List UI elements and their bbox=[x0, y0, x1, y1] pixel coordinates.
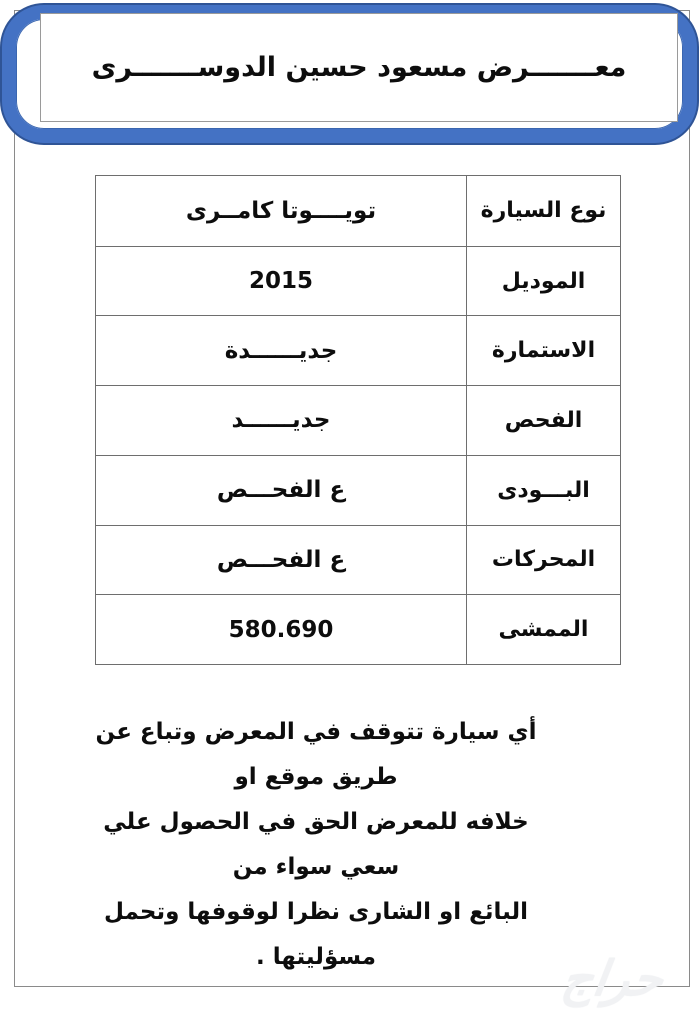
header-box bbox=[40, 13, 678, 122]
notice-line: أي سيارة تتوقف في المعرض وتباع عن طريق موقع او bbox=[95, 719, 537, 790]
car-type-value: تويــــوتا كامــرى bbox=[185, 197, 377, 224]
table-row bbox=[96, 594, 620, 664]
table-row bbox=[96, 385, 620, 455]
registration-label: الاستمارة bbox=[466, 316, 620, 385]
table-row bbox=[96, 176, 620, 246]
car-details-table bbox=[95, 175, 621, 665]
haraj-watermark: حراج bbox=[558, 951, 667, 1007]
engines-label: المحركات bbox=[466, 526, 620, 595]
body-value: ع الفحـــص bbox=[216, 477, 346, 504]
table-row bbox=[96, 525, 620, 595]
car-type-label: نوع السيارة bbox=[466, 176, 620, 246]
model-value: 2015 bbox=[249, 268, 314, 295]
page-title: معـــــــرض مسعود حسين الدوســـــــرى bbox=[91, 52, 627, 83]
notice-line: البائع او الشارى نظرا لوقوفها وتحمل مسؤليتها . bbox=[103, 899, 529, 970]
body-label: البـــودى bbox=[466, 456, 620, 525]
engines-value: ع الفحـــص bbox=[216, 546, 346, 573]
mileage-label: الممشى bbox=[466, 595, 620, 664]
model-label: الموديل bbox=[466, 247, 620, 316]
mileage-value: 580.690 bbox=[228, 616, 334, 643]
table-row bbox=[96, 315, 620, 385]
inspection-value: جديــــــد bbox=[231, 407, 331, 434]
table-row bbox=[96, 455, 620, 525]
inspection-label: الفحص bbox=[466, 386, 620, 455]
registration-value: جديــــــدة bbox=[224, 337, 338, 364]
notice-paragraph bbox=[85, 710, 547, 980]
notice-line: خلافه للمعرض الحق في الحصول علي سعي سواء من bbox=[103, 809, 529, 880]
table-row bbox=[96, 246, 620, 316]
